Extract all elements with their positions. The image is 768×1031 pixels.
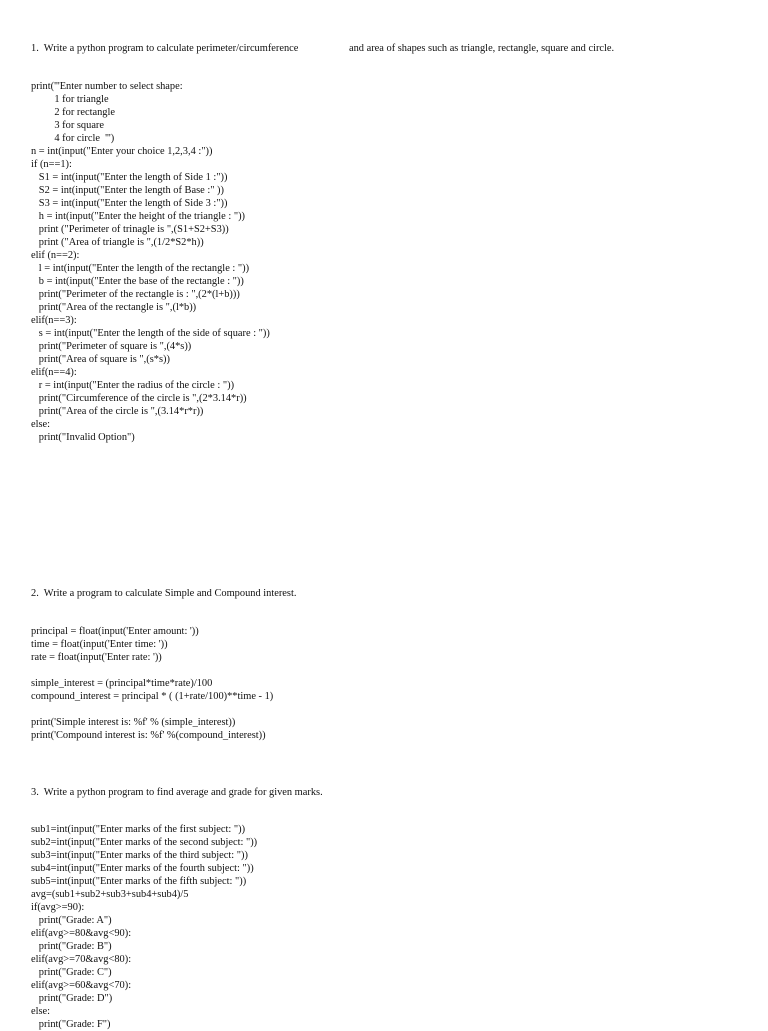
question-2-title: 2. Write a program to calculate Simple and Compound interest. xyxy=(31,588,297,599)
question-3-title: 3. Write a python program to find average and grade for given marks. xyxy=(31,787,323,798)
question-1-title: 1. Write a python program to calculate perimeter/circumference xyxy=(31,43,299,54)
question-1-code: print('''Enter number to select shape: 1 for triangle 2 for rectangle 3 for square 4 for circle ''') n = int(input("Enter your choice 1,2,3,4 :")) if (n==1): S1 = int(input("Enter the length of Side 1 :")) S2 = int(input("Enter the length of Base :" )) S3 = int(input("Enter the length of Side 3 :")) h = int(input("Enter the height of the triangle : ")) print ("Perimeter of trinagle is ",(S1+S2+S3)) print ("Area of triangle is ",(1/2*S2*h)) elif (n==2): l = int(input("Enter the length of the rectangle : ")) b = int(input("Enter the base of the rectangle : ")) print("Perimeter of the rectangle is : ",(2*(l+b))) print("Area of the rectangle is ",(l*b)) elif(n==3): s = int(input("Enter the length of the side of square : ")) print("Perimeter of square is ",(4*s)) print("Area of square is ",(s*s)) elif(n==4): r = int(input("Enter the radius of the circle : ")) print("Circumference of the circle is ",(2*3.14*r)) print("Area of the circle is ",(3.14*r*r)) else: print("Invalid Option") xyxy=(31,81,270,443)
question-1-title-continued: and area of shapes such as triangle, rectangle, square and circle. xyxy=(349,43,615,54)
question-3-code: sub1=int(input("Enter marks of the first subject: ")) sub2=int(input("Enter marks of the second subject: ")) sub3=int(input("Enter marks of the third subject: ")) sub4=int(input("Enter marks of the fourth subject: ")) sub5=int(input("Enter marks of the fifth subject: ")) avg=(sub1+sub2+sub3+sub4+sub4)/5 if(avg>=90): print("Grade: A") elif(avg>=80&avg<90): print("Grade: B") elif(avg>=70&avg<80): print("Grade: C") elif(avg>=60&avg<70): print("Grade: D") else: print("Grade: F") xyxy=(31,824,258,1030)
question-2-code: principal = float(input('Enter amount: ')) time = float(input('Enter time: ')) rate = float(input('Enter rate: ')) simple_interest = (principal*time*rate)/100 compound_interest = principal * ( (1+rate/100)**time - 1) print('Simple interest is: %f' % (simple_interest)) print('Compound interest is: %f' %(compound_interest)) xyxy=(31,626,274,741)
